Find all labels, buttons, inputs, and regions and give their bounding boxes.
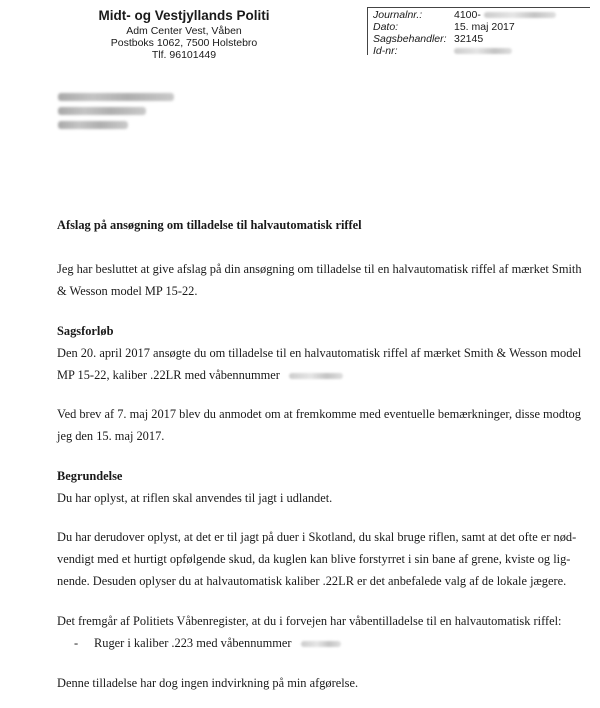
sagsforloeb-paragraph-1: Den 20. april 2017 ansøgte du om tilladelse til en halvautomatisk riffel af mærket Smith & Wesson model MP 15-22, kaliber .22LR med våbennummer (57, 346, 582, 382)
redacted-weapon-number-2 (301, 641, 341, 647)
dato-label: Dato: (373, 21, 399, 33)
journalnr-label: Journalnr.: (373, 9, 423, 21)
journalnr-value: 4100- (454, 9, 556, 21)
idnr-value (454, 45, 512, 57)
sender-address-line-1: Adm Center Vest, Våben (126, 25, 242, 37)
sagsbehandler-value: 32145 (454, 33, 484, 45)
redacted-journalnr (484, 12, 556, 18)
recipient-address-redacted (58, 93, 174, 135)
letter-subject: Afslag på ansøgning om tilladelse til halvautomatisk riffel (57, 218, 362, 232)
begrundelse-paragraph-1: Du har oplyst, at riflen skal anvendes til jagt i udlandet. (57, 491, 333, 505)
redacted-recipient-street (58, 107, 146, 115)
list-item-text: Ruger i kaliber .223 med våbennummer (94, 632, 341, 654)
sagsbehandler-label: Sagsbehandler: (373, 33, 447, 45)
redacted-recipient-name (58, 93, 174, 101)
sagsforloeb-paragraph-2: Ved brev af 7. maj 2017 blev du anmodet om at fremkomme med eventuelle bemærkninger, disse modtog jeg den 15. maj 2017. (57, 407, 581, 443)
sender-address-line-2: Postboks 1062, 7500 Holstebro (110, 37, 258, 49)
heading-begrundelse: Begrundelse (57, 469, 123, 483)
idnr-label: Id-nr: (373, 45, 398, 57)
intro-paragraph: Jeg har besluttet at give afslag på din ansøgning om tilladelse til en halvautomatisk riffel af mærket Smith & Wesson model MP 15-22. (57, 262, 582, 298)
redacted-idnr (454, 48, 512, 54)
list-bullet: - (74, 636, 79, 650)
letterhead (96, 8, 272, 61)
redacted-weapon-number (289, 373, 343, 379)
list-item (0, 632, 600, 654)
begrundelse-paragraph-3: Det fremgår af Politiets Våbenregister, at du i forvejen har våbentilladelse til en halvautomatisk riffel: (57, 614, 562, 628)
heading-sagsforloeb: Sagsforløb (57, 324, 114, 338)
redacted-recipient-city (58, 121, 128, 129)
sender-phone: Tlf. 96101449 (151, 49, 217, 61)
final-paragraph: Denne tilladelse har dog ingen indvirkning på min afgørelse. (57, 676, 359, 690)
begrundelse-paragraph-2: Du har derudover oplyst, at det er til jagt på duer i Skotland, du skal bruge riflen, samt at det ofte er nød- vendigt med et hurtigt opfølgende skud, da kuglen kan blive forstyrret i sin bane af grene, kviste og lig- nende. Desuden oplyser du at halvautomatisk kaliber .22LR er det anbefalede valg af de lokale jægere. (57, 530, 577, 588)
journal-info-box (367, 7, 590, 55)
sender-name: Midt- og Vestjyllands Politi (98, 8, 270, 23)
dato-value: 15. maj 2017 (454, 21, 515, 33)
